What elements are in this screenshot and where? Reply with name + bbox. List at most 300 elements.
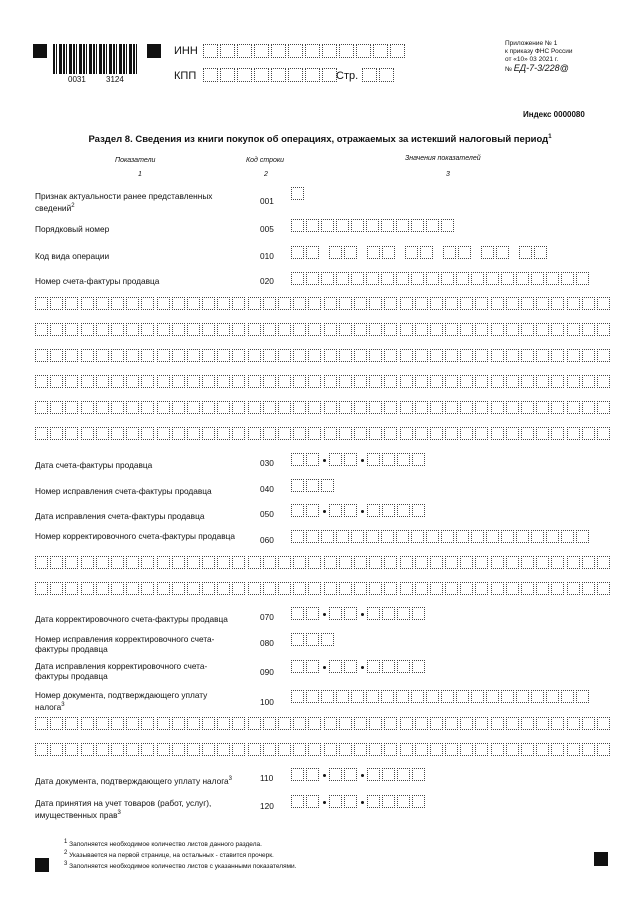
char-cell[interactable] — [430, 323, 443, 336]
char-cell[interactable] — [141, 427, 154, 440]
char-cell[interactable] — [187, 743, 200, 756]
char-cell[interactable] — [430, 582, 443, 595]
row-050-date-cells[interactable] — [291, 504, 427, 518]
char-cell[interactable] — [111, 297, 124, 310]
char-cell[interactable] — [415, 323, 428, 336]
char-cell[interactable] — [567, 401, 580, 414]
char-cell[interactable] — [339, 401, 352, 414]
char-cell[interactable] — [81, 297, 94, 310]
char-cell[interactable] — [187, 401, 200, 414]
char-cell[interactable] — [582, 375, 595, 388]
char-cell[interactable] — [232, 323, 245, 336]
char-cell[interactable] — [475, 427, 488, 440]
char-cell[interactable] — [35, 427, 48, 440]
char-cell[interactable] — [96, 427, 109, 440]
char-cell[interactable] — [445, 427, 458, 440]
char-cell[interactable] — [597, 582, 610, 595]
char-cell[interactable] — [369, 582, 382, 595]
char-cell[interactable] — [415, 556, 428, 569]
char-cell[interactable] — [278, 427, 291, 440]
char-cell[interactable] — [324, 556, 337, 569]
row-040-cells[interactable] — [291, 479, 336, 492]
char-cell[interactable] — [354, 556, 367, 569]
char-cell[interactable] — [111, 427, 124, 440]
cell-row[interactable] — [35, 427, 612, 440]
char-cell[interactable] — [597, 349, 610, 362]
char-cell[interactable] — [567, 297, 580, 310]
char-cell[interactable] — [126, 401, 139, 414]
char-cell[interactable] — [506, 323, 519, 336]
char-cell[interactable] — [354, 743, 367, 756]
char-cell[interactable] — [491, 349, 504, 362]
char-cell[interactable] — [597, 556, 610, 569]
char-cell[interactable] — [567, 582, 580, 595]
char-cell[interactable] — [354, 297, 367, 310]
cell-row[interactable] — [35, 582, 612, 595]
char-cell[interactable] — [521, 427, 534, 440]
char-cell[interactable] — [65, 582, 78, 595]
char-cell[interactable] — [126, 323, 139, 336]
char-cell[interactable] — [157, 743, 170, 756]
char-cell[interactable] — [81, 427, 94, 440]
char-cell[interactable] — [232, 582, 245, 595]
char-cell[interactable] — [278, 401, 291, 414]
char-cell[interactable] — [597, 743, 610, 756]
char-cell[interactable] — [582, 349, 595, 362]
char-cell[interactable] — [567, 717, 580, 730]
char-cell[interactable] — [354, 323, 367, 336]
char-cell[interactable] — [157, 556, 170, 569]
char-cell[interactable] — [597, 401, 610, 414]
char-cell[interactable] — [248, 556, 261, 569]
char-cell[interactable] — [263, 375, 276, 388]
char-cell[interactable] — [293, 556, 306, 569]
char-cell[interactable] — [475, 323, 488, 336]
char-cell[interactable] — [202, 743, 215, 756]
char-cell[interactable] — [35, 582, 48, 595]
char-cell[interactable] — [491, 717, 504, 730]
char-cell[interactable] — [248, 743, 261, 756]
char-cell[interactable] — [506, 743, 519, 756]
char-cell[interactable] — [582, 582, 595, 595]
char-cell[interactable] — [567, 349, 580, 362]
char-cell[interactable] — [521, 349, 534, 362]
char-cell[interactable] — [187, 582, 200, 595]
char-cell[interactable] — [582, 297, 595, 310]
char-cell[interactable] — [248, 349, 261, 362]
char-cell[interactable] — [157, 427, 170, 440]
char-cell[interactable] — [339, 375, 352, 388]
char-cell[interactable] — [460, 743, 473, 756]
char-cell[interactable] — [35, 297, 48, 310]
char-cell[interactable] — [65, 323, 78, 336]
char-cell[interactable] — [582, 427, 595, 440]
char-cell[interactable] — [521, 717, 534, 730]
char-cell[interactable] — [506, 427, 519, 440]
char-cell[interactable] — [567, 323, 580, 336]
char-cell[interactable] — [308, 743, 321, 756]
char-cell[interactable] — [202, 582, 215, 595]
char-cell[interactable] — [354, 401, 367, 414]
char-cell[interactable] — [445, 582, 458, 595]
char-cell[interactable] — [324, 297, 337, 310]
char-cell[interactable] — [308, 401, 321, 414]
char-cell[interactable] — [96, 717, 109, 730]
char-cell[interactable] — [582, 401, 595, 414]
char-cell[interactable] — [582, 323, 595, 336]
char-cell[interactable] — [157, 717, 170, 730]
char-cell[interactable] — [217, 556, 230, 569]
char-cell[interactable] — [415, 297, 428, 310]
char-cell[interactable] — [111, 323, 124, 336]
char-cell[interactable] — [536, 297, 549, 310]
char-cell[interactable] — [475, 717, 488, 730]
char-cell[interactable] — [430, 556, 443, 569]
char-cell[interactable] — [248, 717, 261, 730]
char-cell[interactable] — [263, 297, 276, 310]
char-cell[interactable] — [172, 323, 185, 336]
char-cell[interactable] — [324, 717, 337, 730]
char-cell[interactable] — [141, 556, 154, 569]
char-cell[interactable] — [597, 375, 610, 388]
char-cell[interactable] — [521, 556, 534, 569]
char-cell[interactable] — [460, 717, 473, 730]
char-cell[interactable] — [491, 582, 504, 595]
char-cell[interactable] — [278, 556, 291, 569]
cell-row[interactable] — [35, 717, 612, 730]
char-cell[interactable] — [232, 717, 245, 730]
char-cell[interactable] — [96, 743, 109, 756]
char-cell[interactable] — [96, 349, 109, 362]
char-cell[interactable] — [232, 427, 245, 440]
char-cell[interactable] — [491, 556, 504, 569]
cell-row[interactable] — [35, 297, 612, 310]
char-cell[interactable] — [202, 401, 215, 414]
char-cell[interactable] — [415, 349, 428, 362]
char-cell[interactable] — [597, 427, 610, 440]
char-cell[interactable] — [248, 401, 261, 414]
cell-row[interactable] — [35, 323, 612, 336]
char-cell[interactable] — [263, 401, 276, 414]
char-cell[interactable] — [232, 401, 245, 414]
char-cell[interactable] — [65, 427, 78, 440]
char-cell[interactable] — [202, 349, 215, 362]
char-cell[interactable] — [384, 401, 397, 414]
char-cell[interactable] — [369, 323, 382, 336]
row-030-date-cells[interactable] — [291, 453, 427, 467]
char-cell[interactable] — [217, 323, 230, 336]
char-cell[interactable] — [141, 323, 154, 336]
char-cell[interactable] — [50, 427, 63, 440]
char-cell[interactable] — [50, 556, 63, 569]
char-cell[interactable] — [293, 743, 306, 756]
row-110-date-cells[interactable] — [291, 768, 427, 782]
char-cell[interactable] — [384, 297, 397, 310]
char-cell[interactable] — [491, 323, 504, 336]
char-cell[interactable] — [475, 556, 488, 569]
char-cell[interactable] — [506, 375, 519, 388]
cell-row[interactable] — [35, 556, 612, 569]
char-cell[interactable] — [308, 556, 321, 569]
char-cell[interactable] — [96, 375, 109, 388]
char-cell[interactable] — [217, 717, 230, 730]
char-cell[interactable] — [35, 401, 48, 414]
char-cell[interactable] — [536, 556, 549, 569]
char-cell[interactable] — [460, 297, 473, 310]
char-cell[interactable] — [248, 323, 261, 336]
char-cell[interactable] — [400, 717, 413, 730]
char-cell[interactable] — [384, 743, 397, 756]
char-cell[interactable] — [384, 323, 397, 336]
char-cell[interactable] — [293, 297, 306, 310]
char-cell[interactable] — [551, 349, 564, 362]
char-cell[interactable] — [415, 582, 428, 595]
char-cell[interactable] — [475, 743, 488, 756]
char-cell[interactable] — [536, 582, 549, 595]
char-cell[interactable] — [157, 401, 170, 414]
char-cell[interactable] — [263, 427, 276, 440]
char-cell[interactable] — [567, 743, 580, 756]
char-cell[interactable] — [430, 427, 443, 440]
char-cell[interactable] — [324, 323, 337, 336]
char-cell[interactable] — [126, 375, 139, 388]
char-cell[interactable] — [263, 349, 276, 362]
char-cell[interactable] — [35, 717, 48, 730]
char-cell[interactable] — [415, 743, 428, 756]
row-100-cells[interactable] — [291, 690, 591, 703]
char-cell[interactable] — [217, 375, 230, 388]
char-cell[interactable] — [384, 375, 397, 388]
char-cell[interactable] — [81, 582, 94, 595]
char-cell[interactable] — [172, 297, 185, 310]
char-cell[interactable] — [521, 297, 534, 310]
char-cell[interactable] — [111, 375, 124, 388]
inn-cells[interactable] — [203, 44, 407, 58]
char-cell[interactable] — [308, 375, 321, 388]
char-cell[interactable] — [597, 717, 610, 730]
cell-row[interactable] — [35, 375, 612, 388]
char-cell[interactable] — [157, 582, 170, 595]
char-cell[interactable] — [369, 427, 382, 440]
char-cell[interactable] — [217, 297, 230, 310]
char-cell[interactable] — [445, 401, 458, 414]
char-cell[interactable] — [187, 717, 200, 730]
char-cell[interactable] — [172, 743, 185, 756]
char-cell[interactable] — [369, 349, 382, 362]
char-cell[interactable] — [96, 582, 109, 595]
char-cell[interactable] — [81, 375, 94, 388]
char-cell[interactable] — [81, 717, 94, 730]
char-cell[interactable] — [81, 323, 94, 336]
char-cell[interactable] — [81, 401, 94, 414]
char-cell[interactable] — [551, 297, 564, 310]
char-cell[interactable] — [141, 401, 154, 414]
char-cell[interactable] — [308, 297, 321, 310]
char-cell[interactable] — [308, 323, 321, 336]
char-cell[interactable] — [430, 743, 443, 756]
char-cell[interactable] — [369, 297, 382, 310]
char-cell[interactable] — [567, 375, 580, 388]
char-cell[interactable] — [187, 323, 200, 336]
char-cell[interactable] — [460, 556, 473, 569]
char-cell[interactable] — [157, 297, 170, 310]
char-cell[interactable] — [415, 375, 428, 388]
char-cell[interactable] — [400, 427, 413, 440]
char-cell[interactable] — [445, 375, 458, 388]
char-cell[interactable] — [293, 582, 306, 595]
char-cell[interactable] — [536, 427, 549, 440]
char-cell[interactable] — [384, 556, 397, 569]
kpp-cells[interactable] — [203, 68, 339, 82]
char-cell[interactable] — [96, 323, 109, 336]
char-cell[interactable] — [202, 297, 215, 310]
char-cell[interactable] — [50, 297, 63, 310]
char-cell[interactable] — [141, 717, 154, 730]
char-cell[interactable] — [536, 323, 549, 336]
row-070-date-cells[interactable] — [291, 607, 427, 621]
char-cell[interactable] — [111, 717, 124, 730]
char-cell[interactable] — [460, 323, 473, 336]
char-cell[interactable] — [354, 717, 367, 730]
char-cell[interactable] — [126, 427, 139, 440]
char-cell[interactable] — [551, 427, 564, 440]
char-cell[interactable] — [248, 297, 261, 310]
char-cell[interactable] — [415, 427, 428, 440]
char-cell[interactable] — [50, 401, 63, 414]
char-cell[interactable] — [126, 556, 139, 569]
char-cell[interactable] — [126, 297, 139, 310]
char-cell[interactable] — [96, 556, 109, 569]
char-cell[interactable] — [35, 743, 48, 756]
char-cell[interactable] — [96, 401, 109, 414]
char-cell[interactable] — [111, 743, 124, 756]
char-cell[interactable] — [551, 375, 564, 388]
char-cell[interactable] — [445, 556, 458, 569]
char-cell[interactable] — [263, 582, 276, 595]
char-cell[interactable] — [384, 582, 397, 595]
char-cell[interactable] — [278, 297, 291, 310]
char-cell[interactable] — [187, 427, 200, 440]
char-cell[interactable] — [35, 556, 48, 569]
char-cell[interactable] — [339, 582, 352, 595]
char-cell[interactable] — [263, 717, 276, 730]
char-cell[interactable] — [50, 582, 63, 595]
char-cell[interactable] — [324, 401, 337, 414]
char-cell[interactable] — [324, 375, 337, 388]
char-cell[interactable] — [582, 743, 595, 756]
char-cell[interactable] — [172, 582, 185, 595]
char-cell[interactable] — [369, 556, 382, 569]
char-cell[interactable] — [582, 556, 595, 569]
char-cell[interactable] — [445, 349, 458, 362]
char-cell[interactable] — [491, 427, 504, 440]
char-cell[interactable] — [551, 323, 564, 336]
char-cell[interactable] — [278, 323, 291, 336]
char-cell[interactable] — [339, 349, 352, 362]
char-cell[interactable] — [50, 323, 63, 336]
char-cell[interactable] — [475, 582, 488, 595]
char-cell[interactable] — [65, 717, 78, 730]
char-cell[interactable] — [172, 349, 185, 362]
char-cell[interactable] — [217, 582, 230, 595]
char-cell[interactable] — [430, 375, 443, 388]
char-cell[interactable] — [126, 743, 139, 756]
char-cell[interactable] — [324, 743, 337, 756]
char-cell[interactable] — [65, 556, 78, 569]
char-cell[interactable] — [81, 349, 94, 362]
char-cell[interactable] — [597, 323, 610, 336]
char-cell[interactable] — [324, 349, 337, 362]
char-cell[interactable] — [293, 323, 306, 336]
char-cell[interactable] — [202, 427, 215, 440]
char-cell[interactable] — [111, 582, 124, 595]
row-060-cells[interactable] — [291, 530, 591, 543]
char-cell[interactable] — [400, 556, 413, 569]
char-cell[interactable] — [187, 349, 200, 362]
char-cell[interactable] — [111, 401, 124, 414]
char-cell[interactable] — [217, 427, 230, 440]
char-cell[interactable] — [582, 717, 595, 730]
char-cell[interactable] — [157, 349, 170, 362]
char-cell[interactable] — [475, 401, 488, 414]
char-cell[interactable] — [232, 743, 245, 756]
char-cell[interactable] — [141, 582, 154, 595]
cell-row[interactable] — [35, 349, 612, 362]
row-005-cells[interactable] — [291, 219, 456, 232]
char-cell[interactable] — [172, 556, 185, 569]
char-cell[interactable] — [400, 375, 413, 388]
char-cell[interactable] — [35, 323, 48, 336]
char-cell[interactable] — [354, 427, 367, 440]
char-cell[interactable] — [460, 401, 473, 414]
char-cell[interactable] — [354, 582, 367, 595]
char-cell[interactable] — [217, 349, 230, 362]
cell-row[interactable] — [35, 401, 612, 414]
char-cell[interactable] — [293, 401, 306, 414]
char-cell[interactable] — [50, 349, 63, 362]
char-cell[interactable] — [141, 743, 154, 756]
char-cell[interactable] — [521, 743, 534, 756]
char-cell[interactable] — [445, 297, 458, 310]
char-cell[interactable] — [491, 297, 504, 310]
char-cell[interactable] — [50, 375, 63, 388]
char-cell[interactable] — [172, 401, 185, 414]
char-cell[interactable] — [263, 743, 276, 756]
char-cell[interactable] — [445, 743, 458, 756]
char-cell[interactable] — [430, 717, 443, 730]
char-cell[interactable] — [597, 297, 610, 310]
char-cell[interactable] — [217, 401, 230, 414]
char-cell[interactable] — [187, 297, 200, 310]
char-cell[interactable] — [232, 375, 245, 388]
char-cell[interactable] — [35, 375, 48, 388]
char-cell[interactable] — [415, 401, 428, 414]
cell-row[interactable] — [35, 743, 612, 756]
char-cell[interactable] — [536, 401, 549, 414]
char-cell[interactable] — [202, 556, 215, 569]
char-cell[interactable] — [263, 556, 276, 569]
char-cell[interactable] — [278, 375, 291, 388]
row-120-date-cells[interactable] — [291, 795, 427, 809]
char-cell[interactable] — [551, 582, 564, 595]
char-cell[interactable] — [187, 375, 200, 388]
char-cell[interactable] — [400, 401, 413, 414]
char-cell[interactable] — [506, 556, 519, 569]
char-cell[interactable] — [354, 375, 367, 388]
char-cell[interactable] — [65, 297, 78, 310]
char-cell[interactable] — [506, 401, 519, 414]
char-cell[interactable] — [65, 375, 78, 388]
